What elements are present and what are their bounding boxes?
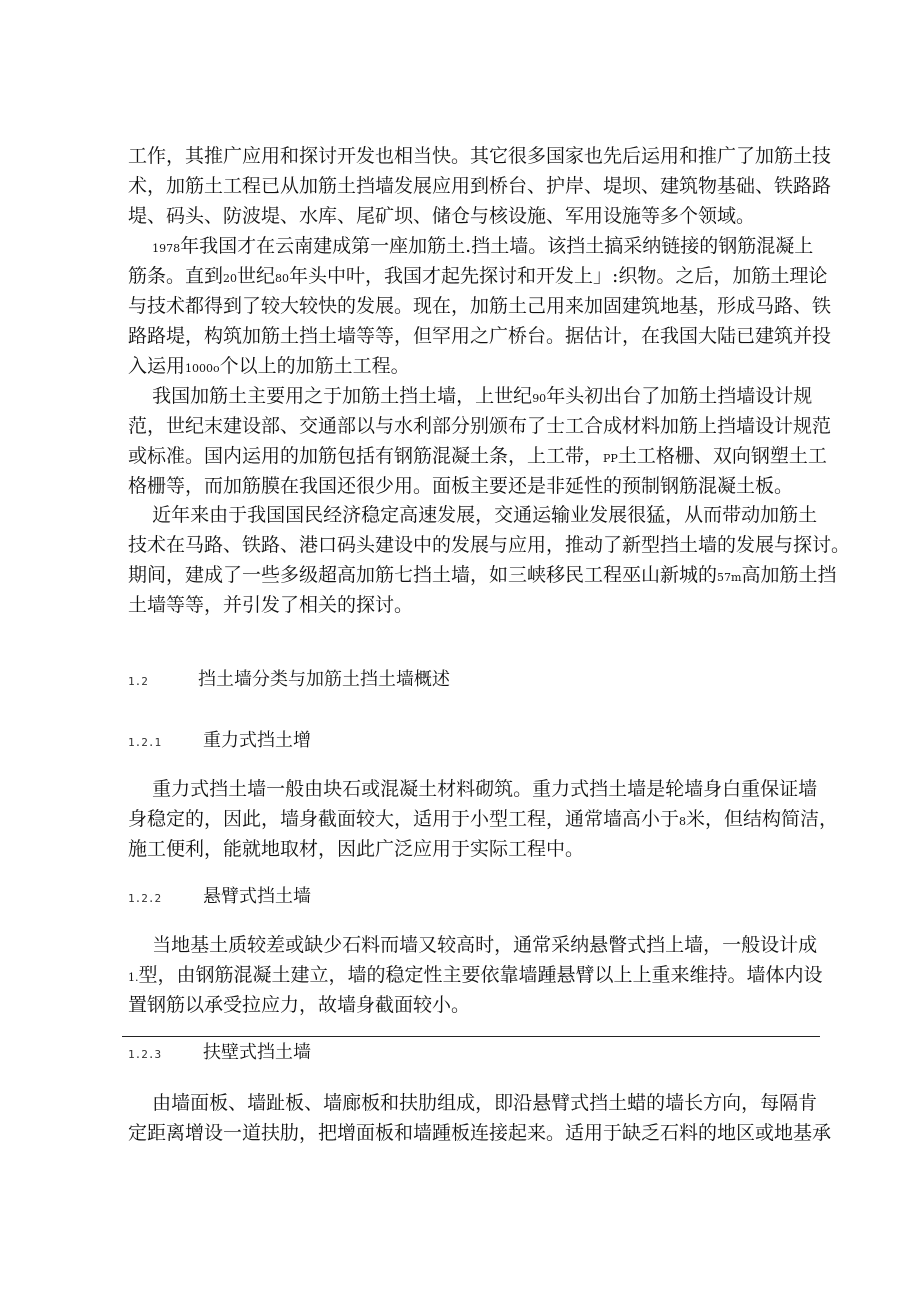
- text-line: 术，加筋土工程已从加筋土挡墙发展应用到桥台、护岸、堤坝、建筑物基础、铁路路: [128, 175, 832, 197]
- paragraph-intro-continued: [128, 141, 832, 231]
- horizontal-divider: [122, 1036, 820, 1037]
- text-line: 工作，其推广应用和探讨开发也相当快。其它很多国家也先后运用和推广了加筋土技: [128, 145, 832, 167]
- section-title: 悬臂式挡土墙: [203, 886, 311, 907]
- text-line: 堤、码头、防波堤、水库、尾矿坝、储仓与核设施、军用设施等多个领域。: [128, 205, 756, 227]
- text-fragment: 高加筋土挡: [741, 564, 837, 586]
- text-line: [128, 774, 828, 804]
- text-line: [128, 441, 828, 471]
- text-fragment: 年头中叶，我国才起先探讨和开发上」:织物。之后，加筋土理论: [289, 265, 828, 287]
- section-number: 1.2.3: [128, 1048, 162, 1061]
- text-fragment: 入运用: [128, 355, 186, 377]
- text-line: [128, 381, 828, 411]
- text-line: [128, 930, 828, 960]
- text-line: 路路堤，构筑加筋土挡土墙等等，但罕用之广桥台。据估计，在我国大陆已建筑并投: [128, 325, 832, 347]
- section-number: 1.2: [128, 675, 148, 688]
- section-number: 1.2.1: [128, 736, 162, 749]
- text-line: [128, 231, 828, 261]
- text-fragment: 身稳定的，因此，墙身截面较大，适用于小型工程，通常墙高小于: [128, 808, 680, 830]
- paragraph-gravity-wall: [128, 774, 839, 864]
- text-fragment: 当地基土质较差或缺少石料而墙又较高时，通常采纳悬瞥式挡上墙，一般设计成: [152, 934, 818, 956]
- section-heading-1-2-1: [128, 728, 311, 756]
- text-fragment: 期间，建成了一些多级超高加筋七挡土墙，如三峡移民工程巫山新城的: [128, 564, 718, 586]
- paragraph-recent-development: [128, 500, 851, 620]
- section-title: 重力式挡土增: [203, 730, 311, 751]
- text-fragment: 型，由钢筋混凝土建立，墙的稳定性主要依靠墙踵悬臂以上上重来维持。墙体内设: [138, 964, 823, 986]
- paragraph-china-history: [128, 231, 832, 381]
- text-line: 范，世纪末建设部、交通部以与水利部分别颁布了士工合成材料加筋上挡墙设计规范: [128, 415, 832, 437]
- text-line: 技术在马路、铁路、港口码头建设中的发展与应用，推动了新型挡土墙的发展与探讨。: [128, 534, 851, 556]
- section-heading-1-2-2: [128, 884, 311, 912]
- inline-number: 8: [679, 815, 687, 828]
- text-fragment: 或标准。国内运用的加筋包括有钢筋混凝土条，上工带，: [128, 445, 604, 467]
- text-line: [128, 351, 828, 381]
- text-fragment: 由墙面板、墙趾板、墙廊板和扶肋组成，即沿悬臂式挡土蜡的墙长方向，每隔肯: [152, 1092, 818, 1114]
- text-fragment: 世纪: [237, 265, 276, 287]
- text-line: 与技术都得到了较大较快的发展。现在，加筋土己用来加固建筑地基，形成马路、铁: [128, 295, 832, 317]
- text-line: [128, 960, 828, 990]
- section-heading-1-2: [128, 667, 450, 695]
- inline-number: PP: [603, 452, 618, 465]
- text-line: 土墙等等，并引发了相关的探讨。: [128, 594, 414, 616]
- text-line: [128, 500, 828, 530]
- section-heading-1-2-3: [128, 1040, 311, 1068]
- text-fragment: 筋条。直到: [128, 265, 224, 287]
- year-number: 1978: [152, 242, 181, 255]
- paragraph-counterfort-wall: [128, 1088, 832, 1148]
- section-title: 挡土墙分类与加筋土挡土墙概述: [198, 669, 450, 690]
- text-line: [128, 1088, 828, 1118]
- inline-number: 1000o: [185, 362, 220, 375]
- text-line: 置钢筋以承受拉应力，故墙身截面较小。: [128, 994, 471, 1016]
- inline-number: 20: [223, 272, 238, 285]
- text-fragment: 近年来由于我国国民经济稳定高速发展，交通运输业发展很猛，从而带动加筋土: [152, 504, 818, 526]
- section-number: 1.2.2: [128, 892, 162, 905]
- inline-number: 1.: [128, 971, 139, 984]
- section-title: 扶壁式挡土墙: [203, 1042, 311, 1063]
- text-fragment: 年头初出台了加筋土挡墙设计规: [546, 385, 813, 407]
- paragraph-china-usage: [128, 381, 832, 501]
- text-fragment: 重力式挡土墙一般由块石或混凝土材料砌筑。重力式挡土墙是轮墙身白重保证墙: [152, 778, 818, 800]
- text-fragment: 米，但结构简洁，: [686, 808, 839, 830]
- paragraph-cantilever-wall: [128, 930, 828, 1020]
- text-fragment: 我国加筋土主要用之于加筋土挡土墙，上世纪: [152, 385, 533, 407]
- text-line: [128, 560, 837, 590]
- text-line: [128, 804, 839, 834]
- text-line: 施工便利，能就地取材，因此广泛应用于实际工程中。: [128, 838, 585, 860]
- inline-number: 90: [532, 392, 547, 405]
- text-line: [128, 261, 828, 291]
- text-fragment: 个以上的加筋土工程。: [219, 355, 410, 377]
- text-line: 定距离增设一道扶肋，把增面板和墙踵板连接起来。适用于缺乏石料的地区或地基承: [128, 1122, 832, 1144]
- inline-number: 80: [275, 272, 290, 285]
- text-line: 格栅等，而加筋膜在我国还很少用。面板主要还是非延性的预制钢筋混凝土板。: [128, 475, 794, 497]
- inline-number: 57m: [717, 571, 742, 584]
- text-fragment: 土工格栅、双向钢塑土工: [617, 445, 827, 467]
- text-fragment: 年我国才在云南建成第一座加筋土.挡土墙。该挡土搞采纳链接的钢筋混凝上: [180, 235, 814, 257]
